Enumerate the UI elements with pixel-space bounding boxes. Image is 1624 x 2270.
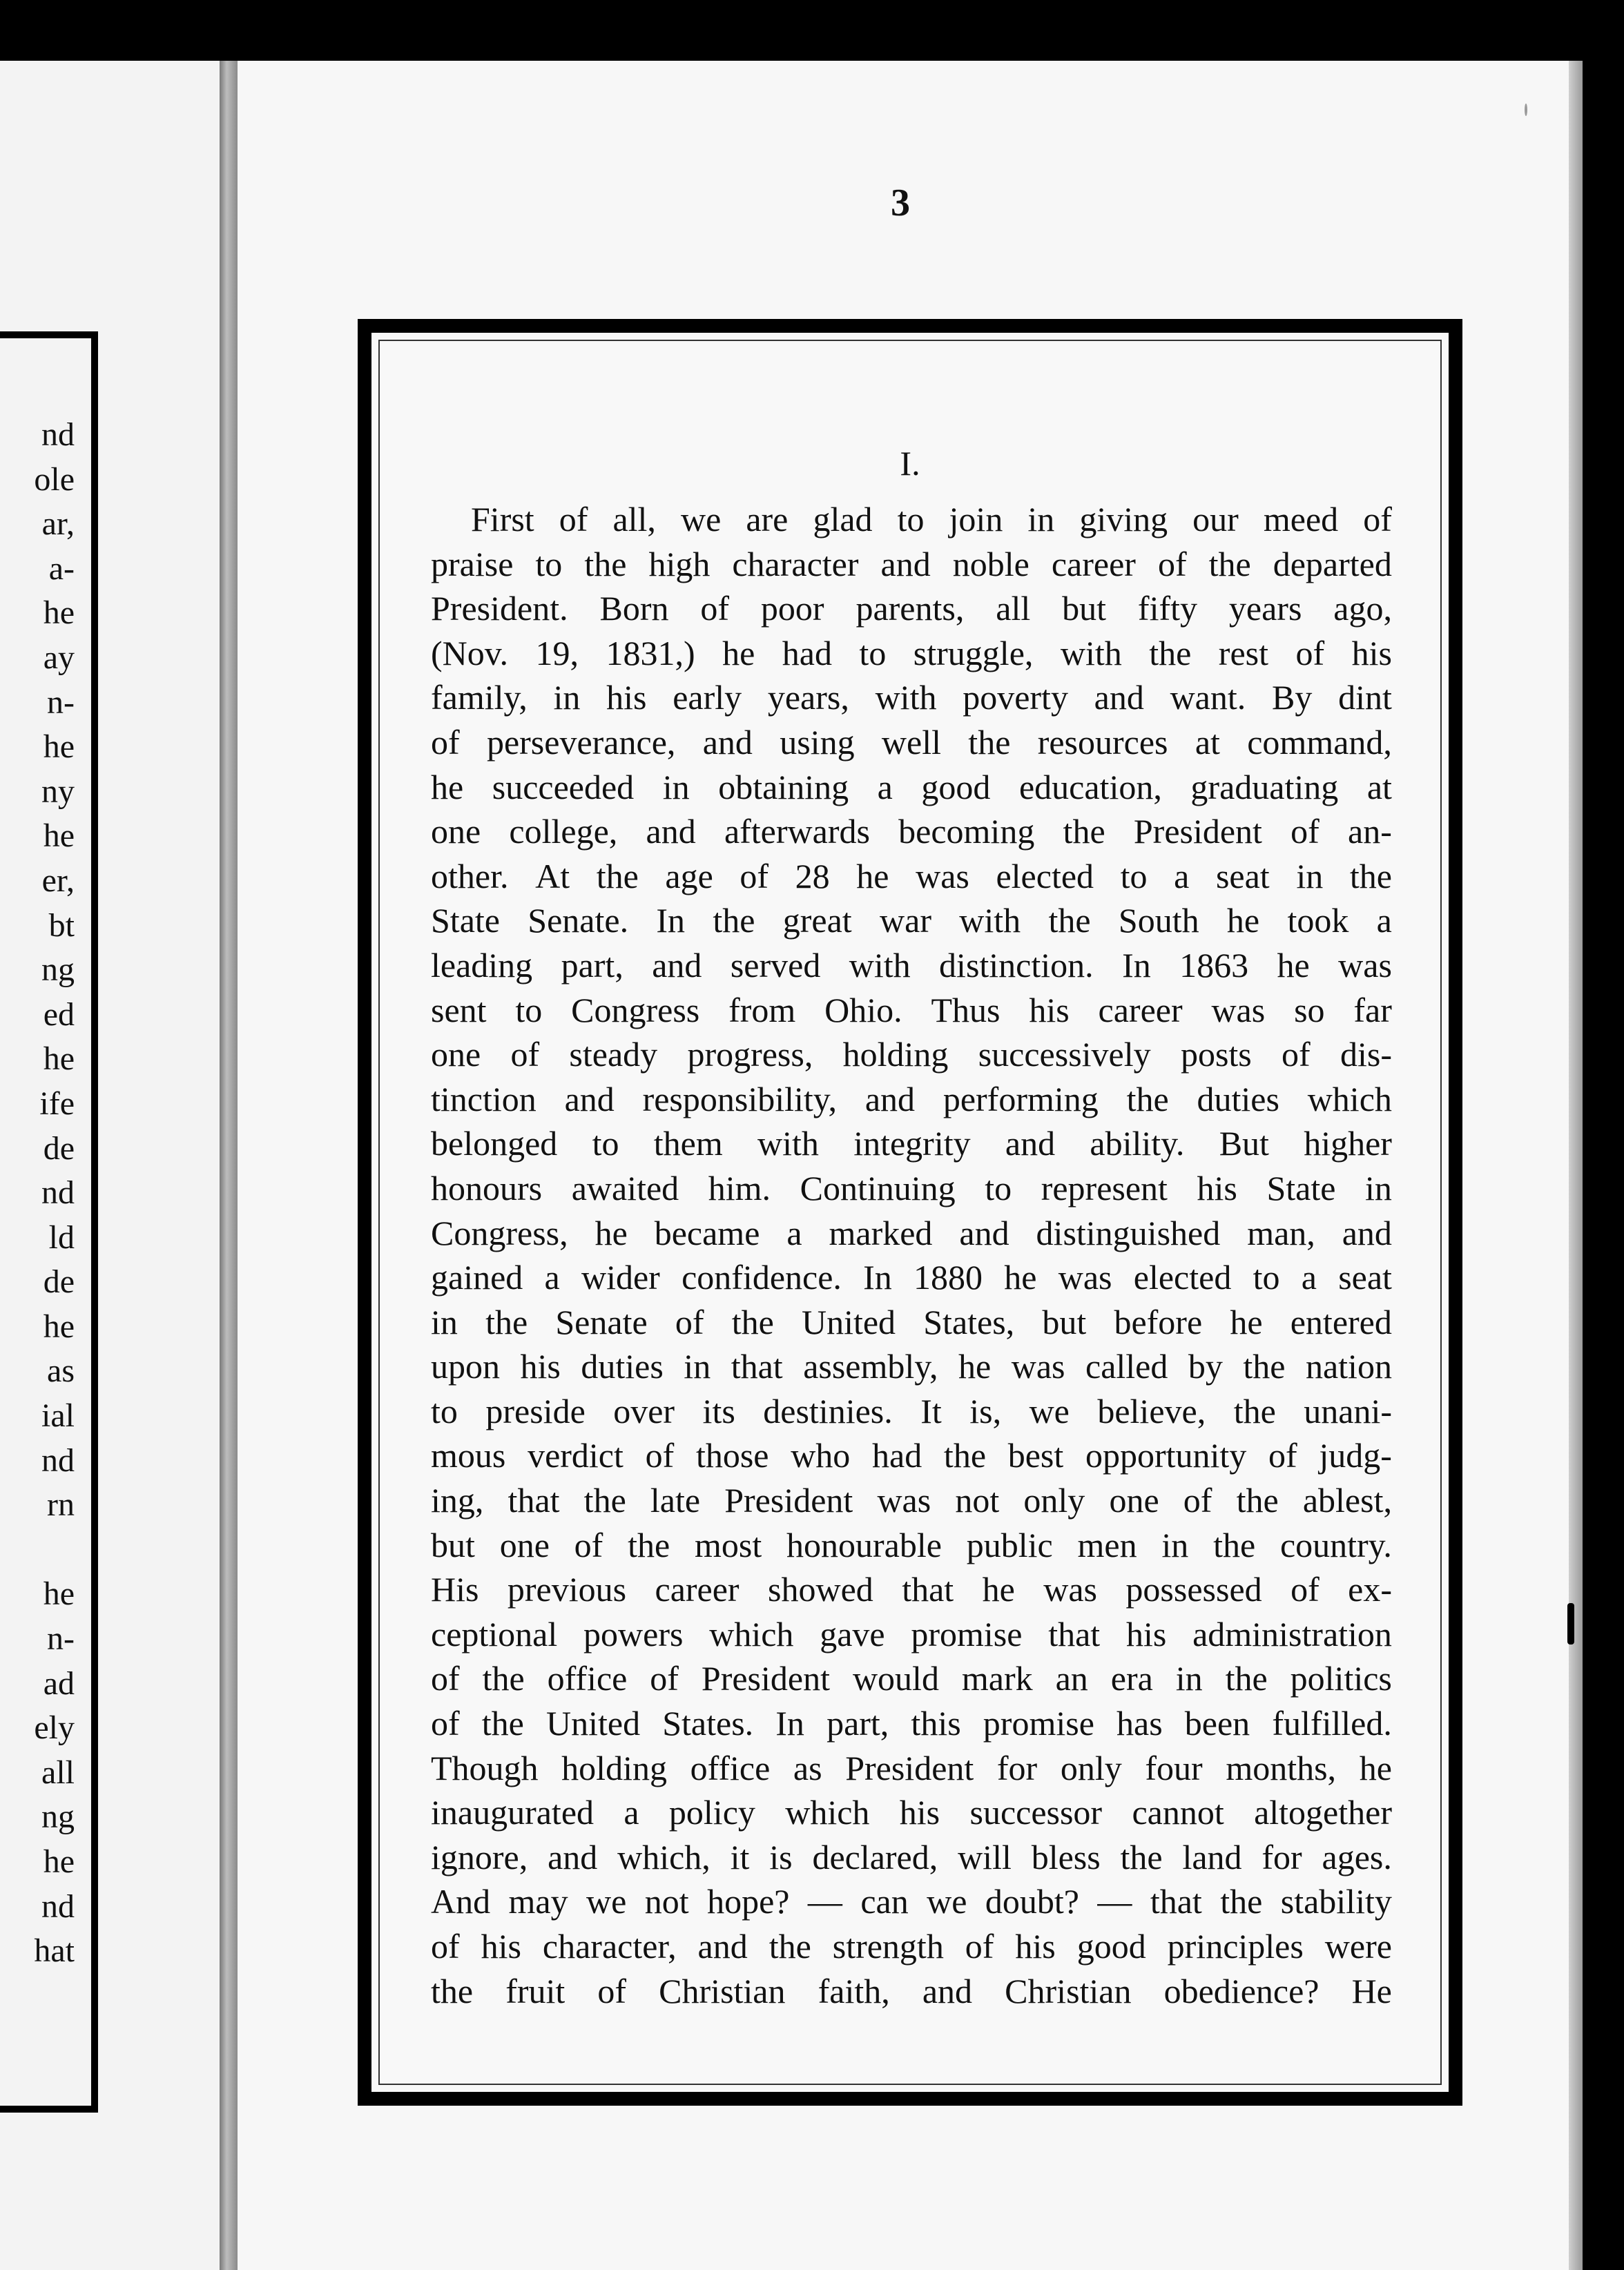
text-line: other. At the age of 28 he was elected to a seat in the <box>431 856 1392 895</box>
text-line: tinction and responsibility, and performing the duties which <box>431 1079 1392 1118</box>
text-line: Congress, he became a marked and distinguished man, and <box>431 1213 1392 1252</box>
left-fragment-line: de <box>43 1129 75 1167</box>
left-fragment-line: ely <box>34 1709 75 1747</box>
left-fragment-line: a- <box>48 550 75 587</box>
text-line: Though holding office as President for only four months, he <box>431 1748 1392 1787</box>
body-paragraph <box>431 497 1392 2013</box>
text-line: family, in his early years, with poverty and want. By dint <box>431 678 1392 717</box>
text-line: one college, and afterwards becoming the President of an- <box>431 812 1392 851</box>
text-line: gained a wider confidence. In 1880 he was elected to a seat <box>431 1258 1392 1297</box>
text-line: honours awaited him. Continuing to represent his State in <box>431 1168 1392 1207</box>
section-numeral: I. <box>900 444 920 483</box>
left-fragment-line: ad <box>43 1665 75 1702</box>
left-fragment-line: n- <box>47 683 75 721</box>
text-line: in the Senate of the United States, but before he entered <box>431 1302 1392 1341</box>
left-fragment-line: er, <box>41 862 75 899</box>
text-line: ignore, and which, it is declared, will bless the land for ages. <box>431 1837 1392 1876</box>
left-fragment-line: he <box>43 1308 75 1345</box>
left-fragment-line: ar, <box>41 505 75 543</box>
page-edge-shadow <box>1569 61 1583 2270</box>
left-fragment-line: he <box>43 1843 75 1880</box>
left-fragment-line: bt <box>48 906 75 944</box>
text-line: ceptional powers which gave promise that his administration <box>431 1614 1392 1653</box>
left-fragment-line: rn <box>47 1486 75 1524</box>
text-line: ing, that the late President was not only one of the ablest, <box>431 1481 1392 1520</box>
text-line: President. Born of poor parents, all but fifty years ago, <box>431 589 1392 628</box>
text-line: of his character, and the strength of his good principles were <box>431 1927 1392 1966</box>
text-line: State Senate. In the great war with the South he took a <box>431 901 1392 940</box>
left-fragment-line: ed <box>43 996 75 1033</box>
text-line: mous verdict of those who had the best opportunity of judg- <box>431 1436 1392 1475</box>
left-page-fragment <box>0 61 220 2270</box>
left-fragment-line: ld <box>48 1219 75 1256</box>
text-line: First of all, we are glad to join in giving our meed of <box>471 500 1392 539</box>
text-line: inaugurated a policy which his successor cannot altogether <box>431 1793 1392 1832</box>
text-line: upon his duties in that assembly, he was called by the nation <box>431 1347 1392 1386</box>
left-fragment-line: he <box>43 594 75 632</box>
left-fragment-line: he <box>43 1575 75 1613</box>
text-line: (Nov. 19, 1831,) he had to struggle, with the rest of his <box>431 633 1392 672</box>
text-line: praise to the high character and noble career of the departed <box>431 544 1392 583</box>
left-fragment-line: ng <box>41 951 75 989</box>
left-fragment-line: nd <box>41 1888 75 1925</box>
text-line: belonged to them with integrity and ability. But higher <box>431 1124 1392 1163</box>
left-fragment-line: hat <box>34 1932 75 1970</box>
text-line: of the office of President would mark an era in the politics <box>431 1659 1392 1698</box>
text-line: but one of the most honourable public men in the country. <box>431 1525 1392 1564</box>
text-line: of the United States. In part, this promise has been fulfilled. <box>431 1704 1392 1743</box>
text-line: sent to Congress from Ohio. Thus his career was so far <box>431 990 1392 1029</box>
mourning-border-frame <box>358 319 1462 2106</box>
book-gutter <box>220 61 238 2270</box>
text-line: the fruit of Christian faith, and Christian obedience? He <box>431 1971 1392 2010</box>
left-fragment-line: he <box>43 1040 75 1078</box>
paper-speck <box>1567 1603 1574 1645</box>
left-fragment-line: de <box>43 1263 75 1301</box>
paper-speck <box>1591 733 1598 746</box>
text-line: to preside over its destinies. It is, we believe, the unani- <box>431 1391 1392 1430</box>
left-fragment-line: nd <box>41 416 75 453</box>
text-line: His previous career showed that he was possessed of ex- <box>431 1570 1392 1609</box>
left-fragment-line: he <box>43 728 75 766</box>
left-fragment-line: ny <box>41 773 75 810</box>
left-fragment-line <box>0 1528 75 1573</box>
text-line: he succeeded in obtaining a good education, graduating at <box>431 767 1392 806</box>
left-fragment-line: ial <box>41 1397 75 1435</box>
left-fragment-line: n- <box>47 1620 75 1658</box>
left-page-text-fragments <box>0 413 75 1974</box>
left-fragment-line: as <box>47 1352 75 1390</box>
left-fragment-line: ay <box>43 639 75 676</box>
left-fragment-line: ole <box>34 460 75 498</box>
paper-speck <box>1525 104 1527 116</box>
left-fragment-line: nd <box>41 1174 75 1212</box>
page-number: 3 <box>891 182 910 224</box>
left-fragment-line: all <box>41 1754 75 1791</box>
left-fragment-line: ng <box>41 1798 75 1836</box>
text-line: of perseverance, and using well the resources at command, <box>431 722 1392 761</box>
text-line: leading part, and served with distinction. In 1863 he was <box>431 945 1392 984</box>
text-line: one of steady progress, holding successively posts of dis- <box>431 1035 1392 1074</box>
left-fragment-line: ife <box>39 1085 75 1122</box>
left-fragment-line: nd <box>41 1442 75 1479</box>
text-line: And may we not hope? — can we doubt? — that the stability <box>431 1882 1392 1921</box>
left-fragment-line: he <box>43 817 75 855</box>
